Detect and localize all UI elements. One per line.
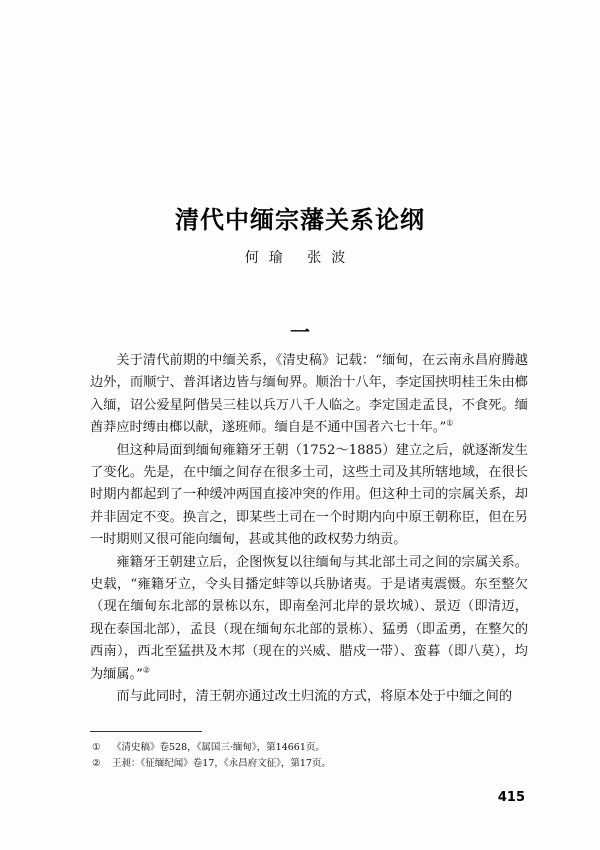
footnote-item xyxy=(92,740,522,756)
page-number: 415 xyxy=(497,790,525,805)
footnote-item xyxy=(92,756,522,772)
footnote-mark: ② xyxy=(92,758,101,769)
footnote-mark: ① xyxy=(92,742,101,753)
body-text xyxy=(90,350,528,709)
article-authors: 何瑜 张波 xyxy=(244,250,356,266)
paragraph: 关于清代前期的中缅关系，《清史稿》记载：“缅甸，在云南永昌府腾越边外，而顺宁、普洱诸边皆与缅甸界。顺治十八年，李定国挟明桂王朱由榔入缅，诏公爱星阿偕吴三桂以兵万八千人临之。李定国走孟艮，不食死。缅酋莽应时缚由榔以献，遂班师。缅自是不通中国者六七十年。”① xyxy=(90,353,528,436)
paragraph: 而与此同时，清王朝亦通过改土归流的方式，将原本处于中缅之间的 xyxy=(116,689,513,705)
article-title: 清代中缅宗藩关系论纲 xyxy=(175,205,425,234)
footnotes xyxy=(92,740,522,772)
footnote-text: 《清史稿》卷528，《属国三·缅甸》，第14661页。 xyxy=(112,742,325,753)
footnote-ref[interactable]: ② xyxy=(142,665,151,675)
footnote-divider xyxy=(90,731,202,732)
paragraph: 但这种局面到缅甸雍籍牙王朝（1752～1885）建立之后，就逐渐发生了变化。先是，在中缅之间存在很多土司，这些土司及其所辖地域，在很长时期内都起到了一种缓冲两国直接冲突的作用。但这种土司的宗属关系，却并非固定不变。换言之，即某些土司在一个时期内向中原王朝称臣，但在另一时期则又很可能向缅甸，甚或其他的政权势力纳贡。 xyxy=(90,442,528,548)
footnote-ref[interactable]: ① xyxy=(446,418,454,428)
footnote-text: 王昶：《征缅纪闻》卷17，《永昌府文征》，第17页。 xyxy=(112,758,331,769)
section-number: 一 xyxy=(290,320,310,344)
paragraph: 雍籍牙王朝建立后，企图恢复以往缅甸与其北部土司之间的宗属关系。史载，“雍籍牙立，令头目播定蚌等以兵胁诸夷。于是诸夷震慑。东至整欠（现在缅甸东北部的景栋以东，即南垒河北岸的景坎城）、景迈（即清迈，现在泰国北部），孟艮（现在缅甸东北部的景栋）、猛勇（即孟勇，在整欠的西南），西北至猛拱及木邦（现在的兴威、腊戍一带）、蛮暮（即八莫），均为缅属。”② xyxy=(90,554,528,682)
